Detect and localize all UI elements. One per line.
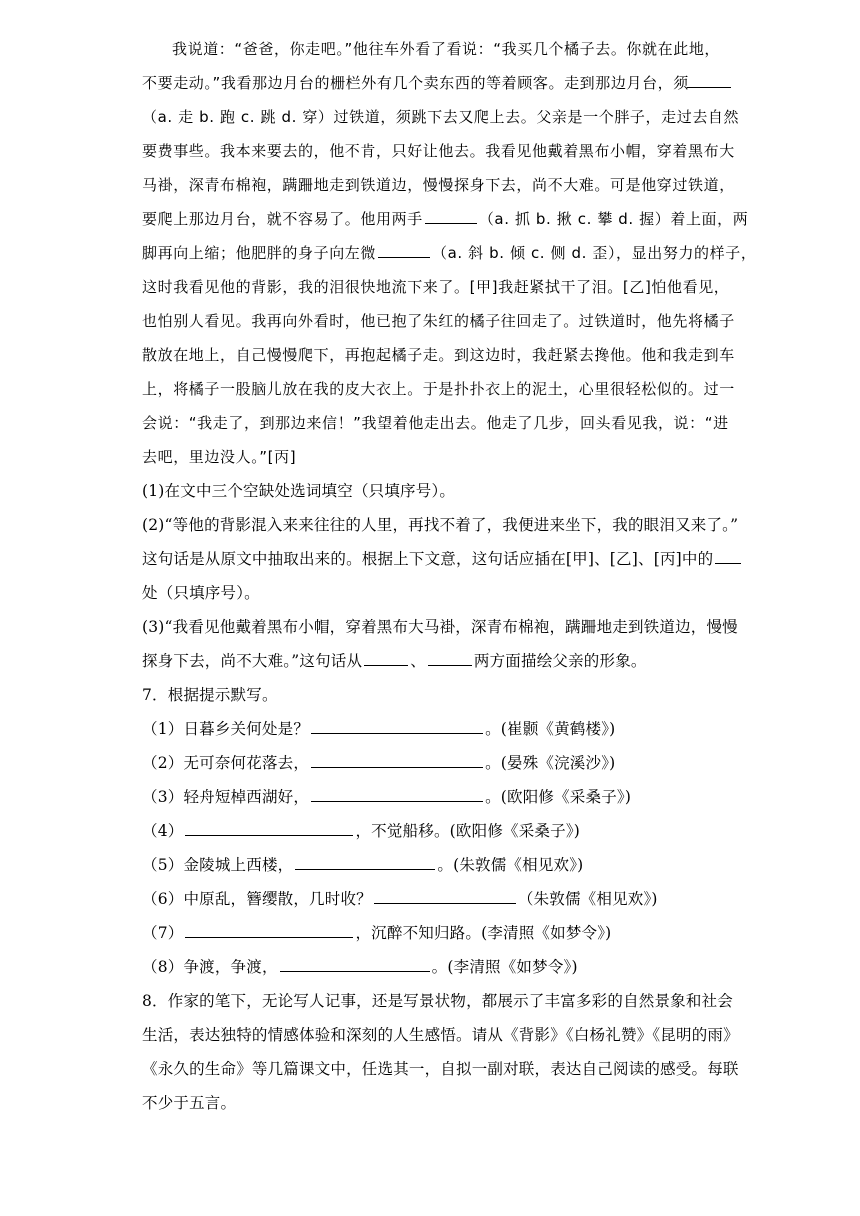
answer-blank[interactable] [311,718,483,734]
passage-line: 这时我看见他的背影，我的泪很快地流下来了。[甲]我赶紧拭干了泪。[乙]怕他看见， [142,278,730,296]
question-6-2-line [142,548,743,570]
answer-blank[interactable] [428,650,472,666]
question-8-line: 生活，表达独特的情感体验和深刻的人生感悟。请从《背影》《白杨礼赞》《昆明的雨》 [142,1026,739,1044]
answer-blank[interactable] [185,820,353,836]
recite-item [142,786,631,808]
passage-text: （a. 抓 b. 揪 c. 攀 d. 握）着上面，两 [478,210,749,228]
passage-line: （a. 走 b. 跑 c. 跳 d. 穿）过铁道，须跳下去又爬上去。父亲是一个胖子，走过去自然 [142,108,740,126]
question-6-3-line [142,650,647,672]
recite-source: ，不觉船移。(欧阳修《采桑子》) [355,822,581,840]
question-text: 两方面描绘父亲的形象。 [473,652,647,670]
passage-line: 上，将橘子一股脑儿放在我的皮大衣上。于是扑扑衣上的泥土，心里很轻松似的。过一 [142,380,735,398]
question-text: 探身下去，尚不大难。”这句话从 [142,652,363,670]
recite-source: 。(李清照《如梦令》) [431,958,578,976]
answer-blank[interactable] [374,888,516,904]
recite-prompt: （2）无可奈何花落去， [142,754,310,772]
recite-source: 。(崔颢《黄鹤楼》) [485,720,616,738]
recite-prompt: （5）金陵城上西楼， [142,856,294,874]
question-6-2: (2)“等他的背影混入来来往往的人里，再找不着了，我便进来坐下，我的眼泪又来了。” [142,516,739,534]
passage-line: 我说道：“爸爸，你走吧。”他往车外看了看说：“我买几个橘子去。你就在此地， [172,40,721,58]
answer-blank[interactable] [687,72,731,88]
passage-text: 脚再向上缩；他肥胖的身子向左微 [142,244,377,262]
recite-prompt: （7） [142,924,184,942]
passage-line: 会说：“我走了，到那边来信！”我望着他走出去。他走了几步，回头看见我，说：“进 [142,414,729,432]
recite-item [142,752,615,774]
passage-text: （a. 斜 b. 倾 c. 侧 d. 歪），显出努力的样子， [432,244,757,262]
recite-source: 。(朱敦儒《相见欢》) [437,856,584,874]
passage-line: 去吧，里边没人。”[丙] [142,448,297,466]
passage-text: 要爬上那边月台，就不容易了。他用两手 [142,210,423,228]
passage-line [142,208,748,230]
recite-item [142,922,611,944]
recite-item [142,820,580,842]
question-6-1: (1)在文中三个空缺处选词填空（只填序号）。 [142,482,456,500]
recite-item [142,956,578,978]
question-8-line: 《永久的生命》等几篇课文中，任选其一，自拟一副对联，表达自己阅读的感受。每联 [142,1060,739,1078]
recite-source: 。(晏殊《浣溪沙》) [485,754,616,772]
passage-line: 也怕别人看见。我再向外看时，他已抱了朱红的橘子往回走了。过铁道时，他先将橘子 [142,312,735,330]
passage-line: 散放在地上，自己慢慢爬下，再抱起橘子走。到这边时，我赶紧去搀他。他和我走到车 [142,346,735,364]
answer-blank[interactable] [378,242,430,258]
passage-line: 不要走动。”我看那边月台的栅栏外有几个卖东西的等着顾客。走到那边月台，须 [142,72,733,94]
question-7-title: 7．根据提示默写。 [142,686,278,704]
passage-line: 要费事些。我本来要去的，他不肯，只好让他去。我看见他戴着黑布小帽，穿着黑布大 [142,142,735,160]
recite-source: 。(欧阳修《采桑子》) [485,788,632,806]
question-6-2-line: 处（只填序号）。 [142,584,260,602]
recite-item [142,888,658,910]
recite-source: ，沉醉不知归路。(李清照《如梦令》) [355,924,612,942]
recite-prompt: （1）日暮乡关何处是？ [142,720,310,738]
answer-blank[interactable] [185,922,353,938]
answer-blank[interactable] [280,956,430,972]
answer-blank[interactable] [715,548,741,564]
recite-source: （朱敦儒《相见欢》) [517,890,658,908]
recite-item [142,718,615,740]
answer-blank[interactable] [295,854,435,870]
question-text: 、 [410,652,426,670]
answer-blank[interactable] [364,650,408,666]
recite-prompt: （6）中原乱，簪缨散，几时收？ [142,890,372,908]
answer-blank[interactable] [425,208,477,224]
answer-blank[interactable] [311,786,483,802]
recite-prompt: （3）轻舟短棹西湖好， [142,788,310,806]
recite-item [142,854,583,876]
passage-line: 马褂，深青布棉袍，蹒跚地走到铁道边，慢慢探身下去，尚不大难。可是他穿过铁道， [142,176,735,194]
question-8: 8．作家的笔下，无论写人记事，还是写景状物，都展示了丰富多彩的自然景象和社会 [142,992,733,1010]
passage-line [142,242,756,264]
question-8-line: 不少于五言。 [142,1094,237,1112]
recite-prompt: （8）争渡，争渡， [142,958,278,976]
answer-blank[interactable] [311,752,483,768]
question-text: 这句话是从原文中抽取出来的。根据上下文意，这句话应插在[甲]、[乙]、[丙]中的 [142,550,714,568]
recite-prompt: （4） [142,822,184,840]
question-6-3: (3)“我看见他戴着黑布小帽，穿着黑布大马褂，深青布棉袍，蹒跚地走到铁道边，慢慢 [142,618,738,636]
